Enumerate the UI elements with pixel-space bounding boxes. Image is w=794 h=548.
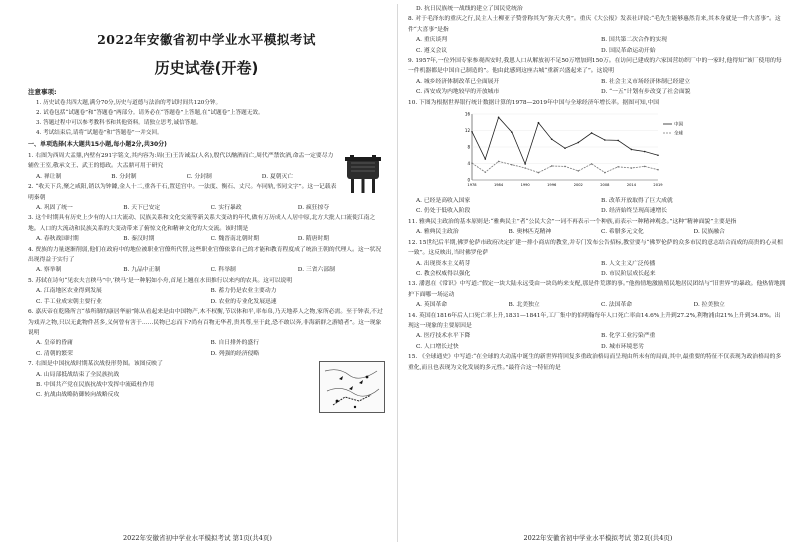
x-tick-label: 1990 [520,183,530,188]
answer-option: A. 察举制 [36,267,62,274]
data-point [511,164,513,166]
answer-option: D. 民族融合 [693,229,725,236]
page-footer: 2022年安徽省初中学业水平模拟考试 第2页(共4页) [523,534,673,542]
x-tick-label: 1996 [547,183,557,188]
answer-option: D. 市民阶层成长起来 [601,270,656,277]
data-point [538,122,540,124]
data-point [617,166,619,168]
question-stem: 12. 15世纪后半期,佛罗伦萨市政府决定扩建一排小商店的教堂,并专门发布公告招标,教堂要与“佛罗伦萨的众多市民的意志结合而成的高贵的心灵相一致”。这反映出,当时佛罗伦萨 [408,239,783,257]
page-2 [402,0,794,548]
data-point [524,167,526,169]
answer-option: B. 九品中正制 [123,267,161,274]
question-stem: 5. 苏轼在诗句“见农夫言秧马”中,‘秧马’是一种躬如小舟,首尾上翘在水田推行以来内的农具。这可以说明 [28,277,293,284]
answer-option: B. 奥林匹克精神 [508,229,552,236]
answer-option: A. 城乡经济体制改革已全面展开 [416,78,500,85]
answer-option: A. 出现资本主义萌芽 [416,260,471,267]
x-tick-label: 2019 [653,183,663,188]
page-footer: 2022年安徽省初中学业水平模拟考试 第1页(共4页) [123,534,272,542]
y-tick-label: 12 [464,128,470,134]
y-tick-label: 0 [467,177,470,183]
paper-title: 历史试卷(开卷) [154,59,259,77]
question-stem: 3. 这个时期具有历史上少有的人口大流动、民族关系和文化交流等新关系大变动的年代,做有万历成人人居中原,北方大批人口流徙江南之地。人口的大流动和民族关系的大变动带来了俯惊文化和精神文化的大交流。该时期是 [28,215,376,232]
section-heading: 一、单项选择(本大题共15小题,每小题2分,共30分) [28,141,167,148]
question-stem: 10. 下图为根据世界银行统计数据计算的1978—2019年中国与全球经济年增长率。据图可知,中国 [408,99,660,106]
question-stem: 8. 对于毛泽东的重庆之行,民主人士柳亚子赞誉称其为“弥天大勇”。重庆《大公报》发表社评说:“毛先生能够惠然肯来,其本身就是一件大喜事”。这件“大喜事”是指 [408,16,781,33]
series-line-0 [472,117,658,164]
battle-map-image [319,361,385,413]
answer-option: C. 教会权威得以强化 [416,270,471,277]
data-point [538,172,540,174]
answer-option: D. 拉美独立 [693,302,725,309]
answer-option: D. 夏朝灭亡 [261,173,294,180]
answer-option: D. 国民革命运动开始 [601,47,656,54]
data-point [631,149,633,151]
answer-option: A. 重庆谈判 [416,37,448,44]
answer-option: A. 皇帝的昏庸 [36,340,73,347]
data-point [511,131,513,133]
question-list-page-2-bottom [408,196,786,373]
x-tick-label: 1978 [467,183,477,188]
question-stem: 14. 英国在1816年后人口死亡率上升,1831—1841年,工厂集中的伯明翰每年人口死亡率由14.6%上升到27.2%,利物浦由21%上升到34.8%。出现这一现象的主要原因是 [408,312,781,329]
y-tick-label: 4 [467,161,470,167]
growth-chart [458,110,786,196]
answer-option: A. 英国革命 [416,302,448,309]
answer-option: D. 城市环境恶劣 [601,343,644,350]
question-stem: 11. 雅典民主政治的基本原则是:“雅典民主”者“公民大会”一词不再表示一个种族,而表示一种精神观念。”这种“精神面貌”主要是指 [408,218,737,225]
answer-option: C. 西安成为内地较早的开放城市 [416,89,500,96]
answer-option: A. 江南地区农业得到发展 [36,288,102,295]
option-group [36,338,385,359]
answer-option: C. 抗战由战略防御转向战略反攻 [36,392,120,399]
answer-option: D. 抗日民族统一战线的建立了国民党统治 [416,6,523,12]
data-point [551,165,553,167]
question-stem: 6. 嘉庆帝在乾隆所言“恭所制的康居华丽”陈从看起来是由中国物产,木不权衡,节以体和平,率布帛,乃天地养人之物,家所必需。至于钟表,不过为戏弄之物,只以无此物件甚多,义何曾有害于……民物已忘而下?尚有百物无华者,贵其尊,至于此,恐不敢以奔,非海新群之游嬉者”。这一现象说明 [28,309,383,336]
data-point [524,163,526,165]
answer-option: A. 巩固了统一 [36,205,73,212]
answer-option: D. 列强的经济侵略 [210,350,260,357]
answer-option: C. 法国革命 [601,302,633,309]
option-group [416,300,786,310]
data-point [471,131,473,133]
page-divider [397,4,398,542]
data-point [484,158,486,160]
option-group [36,234,385,244]
answer-option: C. 实行暴政 [210,205,242,212]
data-point [551,138,553,140]
answer-option: A. 已经是高收入国家 [416,198,471,205]
y-tick-label: 8 [467,144,470,150]
answer-option: B. 北美独立 [508,302,540,309]
answer-option: A. 禅让制 [36,173,62,180]
answer-option: D. 疯狂掠夺 [297,205,330,212]
y-tick-label: 16 [464,111,470,117]
data-point [591,163,593,165]
answer-option: D. “一五”计划有步改变了社会面貌 [601,89,691,96]
growth-line-chart [458,110,698,192]
answer-option: B. 改革开放取得了巨大成就 [601,198,673,205]
option-group [36,172,337,182]
answer-option: B. 自日排外的盛行 [210,340,260,347]
notice-item: 2. 试卷包括“试题卷”和“答题卷”两部分。请务必在“答题卷”上答题,在“试题卷”上答题无效。 [36,110,264,116]
notice-item: 3. 答题过程中可以参考教科书和其他资料。请独立思考,诚信答题。 [36,120,202,126]
bronze-ding-image [341,153,385,197]
answer-option: A. 山局部抵战结束了全民族抗战 [36,371,120,378]
option-group [416,35,786,56]
answer-option: D. 经济始终呈现高速增长 [601,208,668,215]
question-stem: 13. 潘恩在《常识》中写道:“假定一块大陆永远受由一块岛屿来支配,那是件荒谬的事。”他热情地激励殖民地居民团结与“旧世界”的暴政。他热情地拥护下面哪一场运动 [408,281,786,298]
option-group [36,370,315,401]
question-list-page-2-top [408,4,786,108]
data-point [591,132,593,134]
notice-item: 1. 历史试卷共四大题,满分70分,历史与道德与法治的考试时间共120分钟。 [36,100,222,106]
option-group [416,4,786,14]
answer-option: B. 社会主义市场经济体制已经建立 [601,78,691,85]
data-point [498,161,500,163]
answer-option: A. 春秋战国时期 [36,236,79,243]
option-group [416,196,786,217]
page-1 [0,0,395,548]
data-point [657,169,659,171]
question-list-page-1 [28,151,385,415]
answer-option: D. 农业的专业化发展迅速 [210,298,277,305]
data-point [644,151,646,153]
exam-title: 2022年安徽省初中学业水平模拟考试 [97,32,316,47]
answer-option: C. 手工业成宋朝主要行业 [36,298,102,305]
answer-option: C. 魏晋南北朝时期 [210,236,259,243]
notice-item: 4. 考试结束后,请将“试题卷”和“答题卷”一并交回。 [36,130,163,136]
legend-label: 中国 [674,122,683,128]
option-group [36,265,385,275]
question-stem: 1. 右图为西周大盂鼎,内壁有291字铭文,其内容为:周(王)王告诫盂(人名),殷代以酗酒而亡,周代严禁饮酒,命盂一定要尽力辅佐王室,敬承文王、武王的德政。大盂鼎可用于研究 [28,153,334,170]
answer-option: A. 医疗技术水平下降 [416,333,471,340]
answer-option: C. 人口增长过快 [416,343,459,350]
legend-label: 全球 [674,131,683,137]
notice-heading: 注意事项: [28,88,57,96]
question-stem: 7. 右图是中国抗战时期某次战役形势图。该图反映了 [28,361,163,368]
answer-option: B. 国共第二次合作的实现 [601,37,667,44]
option-group [416,331,786,352]
question-stem: 2. “收天下兵,聚之咸阳,销以为钟鐻,金人十二,重各千石,置廷宫中。一法度、衡石、丈尺。车同轨,书同文字”。这一记载表明秦朝 [28,184,337,201]
question-stem: 15. 《全球通史》中写道:“在全球的大动荡中诞生的新世界将回复多重政治格局而呈现由所未有的局面,其中,最重要的特征不仅表现为政治格局的多重化,而且也表现为文化发展的多元性。”最符合这一特征的是 [408,354,782,371]
data-point [631,167,633,169]
answer-option: C. 分封制 [186,173,212,180]
option-group [416,259,786,280]
question-stem: 9. 1957年,一位外国专家参观西安时,我恩人口从解放初不足50万增加到150万。在访问已建成的六家国营纺织厂中的一家时,他得知“该厂使用的每一件机器都是中国自己制造的”。他由此感到这座古城“重新兴盛起来了”。这说明 [408,58,782,75]
data-point [471,162,473,164]
data-point [564,148,566,150]
x-tick-label: 2014 [626,183,637,188]
data-point [577,170,579,172]
x-tick-label: 2002 [573,183,583,188]
answer-option: B. 人文主义广泛传播 [601,260,656,267]
x-tick-label: 1984 [493,183,504,188]
answer-option: C. 仍处于低收入阶段 [416,208,471,215]
data-point [617,140,619,142]
option-group [36,286,385,307]
answer-option: B. 中国共产党在民族抗战中发挥中流砥柱作用 [36,381,155,388]
answer-option: B. 蓄力仍是农业主要动力 [210,288,277,295]
answer-option: B. 分封制 [111,173,137,180]
data-point [498,117,500,119]
answer-option: D. 隋唐时期 [297,236,330,243]
data-point [604,139,606,141]
data-point [657,155,659,157]
data-point [564,166,566,168]
answer-option: B. 化学工业污染严重 [601,333,656,340]
answer-option: B. 秦汉时期 [123,236,155,243]
answer-option: B. 天下已安定 [123,205,161,212]
option-group [416,77,786,98]
answer-option: C. 科举制 [210,267,236,274]
data-point [484,171,486,173]
answer-option: C. 希腊多元文化 [601,229,644,236]
answer-option: D. 三省六部制 [297,267,335,274]
question-stem: 4. 贾族的力量逐渐削弱,他们在政府中的地位被职业官僚所代替,这些职业官僚依靠自己的才能和教育程度成了统治王朝的代理人。这一状况出现得益于实行了 [28,246,382,264]
answer-option: C. 清朝的繁荣 [36,350,73,357]
x-tick-label: 2008 [600,183,610,188]
option-group [36,203,385,213]
data-point [604,172,606,174]
option-group [416,227,786,237]
data-point [644,166,646,168]
answer-option: C. 遵义会议 [416,47,448,54]
answer-option: A. 雅典民主政治 [416,229,459,236]
data-point [577,142,579,144]
